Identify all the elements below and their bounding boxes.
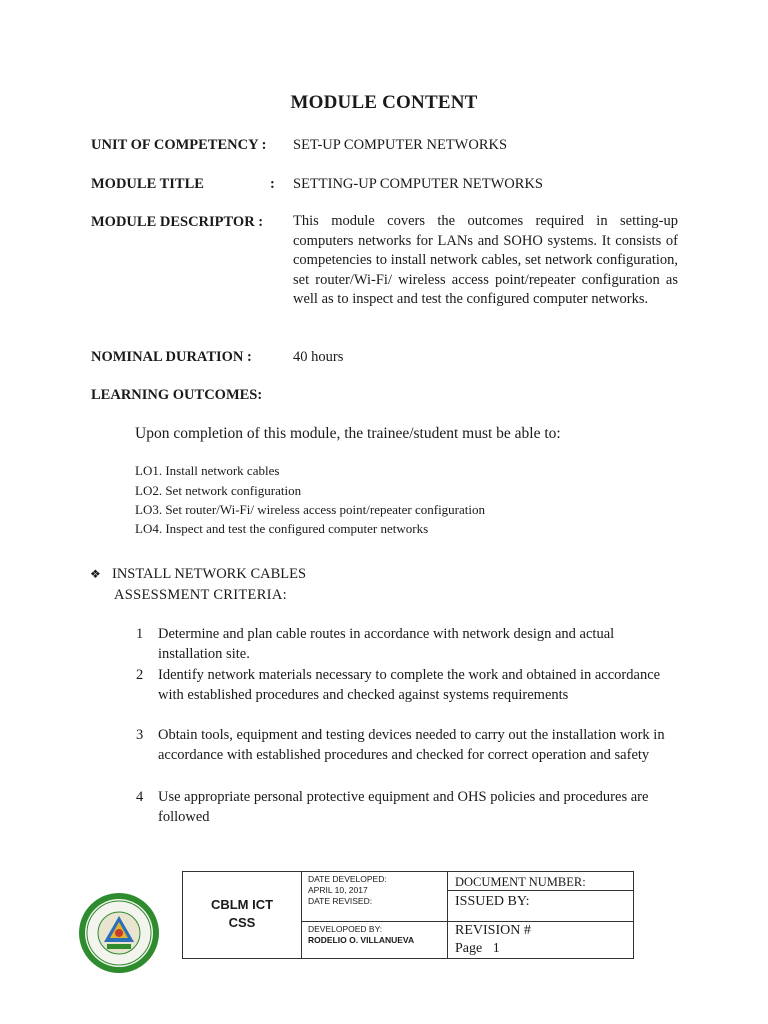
module-descriptor-label: MODULE DESCRIPTOR :: [91, 214, 264, 230]
unit-of-competency-label: UNIT OF COMPETENCY :: [91, 137, 267, 153]
developer-info: [308, 924, 446, 946]
date-developed-value: APRIL 10, 2017: [308, 885, 368, 895]
module-descriptor-text: This module covers the outcomes required in setting-up computers networks for LANs and SOHO systems. It consists of competencies to install network cables, set network configuration, set router/Wi-Fi/ wireless access point/repeater configuration as well as to inspect and test the configured computer networks.: [293, 213, 678, 307]
learning-outcome-item: LO4. Inspect and test the configured computer networks: [135, 521, 429, 536]
unit-of-competency-value: SET-UP COMPUTER NETWORKS: [293, 137, 508, 153]
module-title-colon: :: [270, 176, 275, 192]
criteria-number: 2: [136, 667, 144, 683]
diamond-bullet-icon: ❖: [90, 567, 101, 581]
criteria-item: [136, 726, 676, 765]
learning-outcome-item: LO3. Set router/Wi-Fi/ wireless access point/repeater configuration: [135, 502, 486, 517]
cblm-label: [183, 896, 301, 932]
criteria-item: [136, 625, 676, 664]
developed-by-label: DEVELOPOED BY:: [308, 924, 383, 934]
criteria-text: Determine and plan cable routes in accordance with network design and actual installation site.: [158, 626, 615, 662]
learning-outcome-item: LO1. Install network cables: [135, 463, 280, 478]
criteria-text: Obtain tools, equipment and testing devices needed to carry out the installation work in accordance with established procedures and checked for correct operation and safety: [158, 727, 665, 763]
date-developed-label: DATE DEVELOPED:: [308, 874, 387, 884]
page-number: Page 1: [455, 941, 500, 956]
developed-by-value: RODELIO O. VILLANUEVA: [308, 935, 415, 945]
module-title-value: SETTING-UP COMPUTER NETWORKS: [293, 176, 543, 192]
school-seal-icon: [78, 892, 160, 974]
criteria-item: [136, 666, 676, 705]
criteria-text: Identify network materials necessary to complete the work and obtained in accordance with established procedures and checked against systems requirements: [158, 667, 661, 703]
document-footer-table: [182, 871, 634, 959]
section-heading-text: INSTALL NETWORK CABLES: [112, 566, 307, 582]
module-title-label: MODULE TITLE: [91, 176, 204, 192]
nominal-duration-value: 40 hours: [293, 349, 344, 365]
issued-by-label: ISSUED BY:: [455, 894, 530, 909]
nominal-duration-label: NOMINAL DURATION :: [91, 349, 252, 365]
criteria-number: 1: [136, 626, 144, 642]
criteria-number: 3: [136, 727, 144, 743]
date-info: [308, 874, 444, 907]
criteria-item: [136, 788, 676, 827]
learning-outcomes-label: LEARNING OUTCOMES:: [91, 387, 263, 403]
cblm-line-1: CBLM ICT: [210, 897, 274, 912]
criteria-number: 4: [136, 789, 144, 805]
criteria-text: Use appropriate personal protective equipment and OHS policies and procedures are followed: [158, 789, 649, 825]
date-revised-label: DATE REVISED:: [308, 896, 373, 906]
learning-outcome-item: LO2. Set network configuration: [135, 483, 302, 498]
assessment-criteria-heading: ASSESSMENT CRITERIA:: [114, 587, 287, 603]
cblm-line-2: CSS: [228, 915, 256, 930]
page-title: MODULE CONTENT: [290, 92, 478, 113]
document-number-label: DOCUMENT NUMBER:: [455, 875, 586, 889]
outcomes-intro: Upon completion of this module, the trainee/student must be able to:: [135, 425, 561, 442]
revision-label: REVISION #: [455, 923, 531, 938]
section-heading: [90, 566, 306, 583]
